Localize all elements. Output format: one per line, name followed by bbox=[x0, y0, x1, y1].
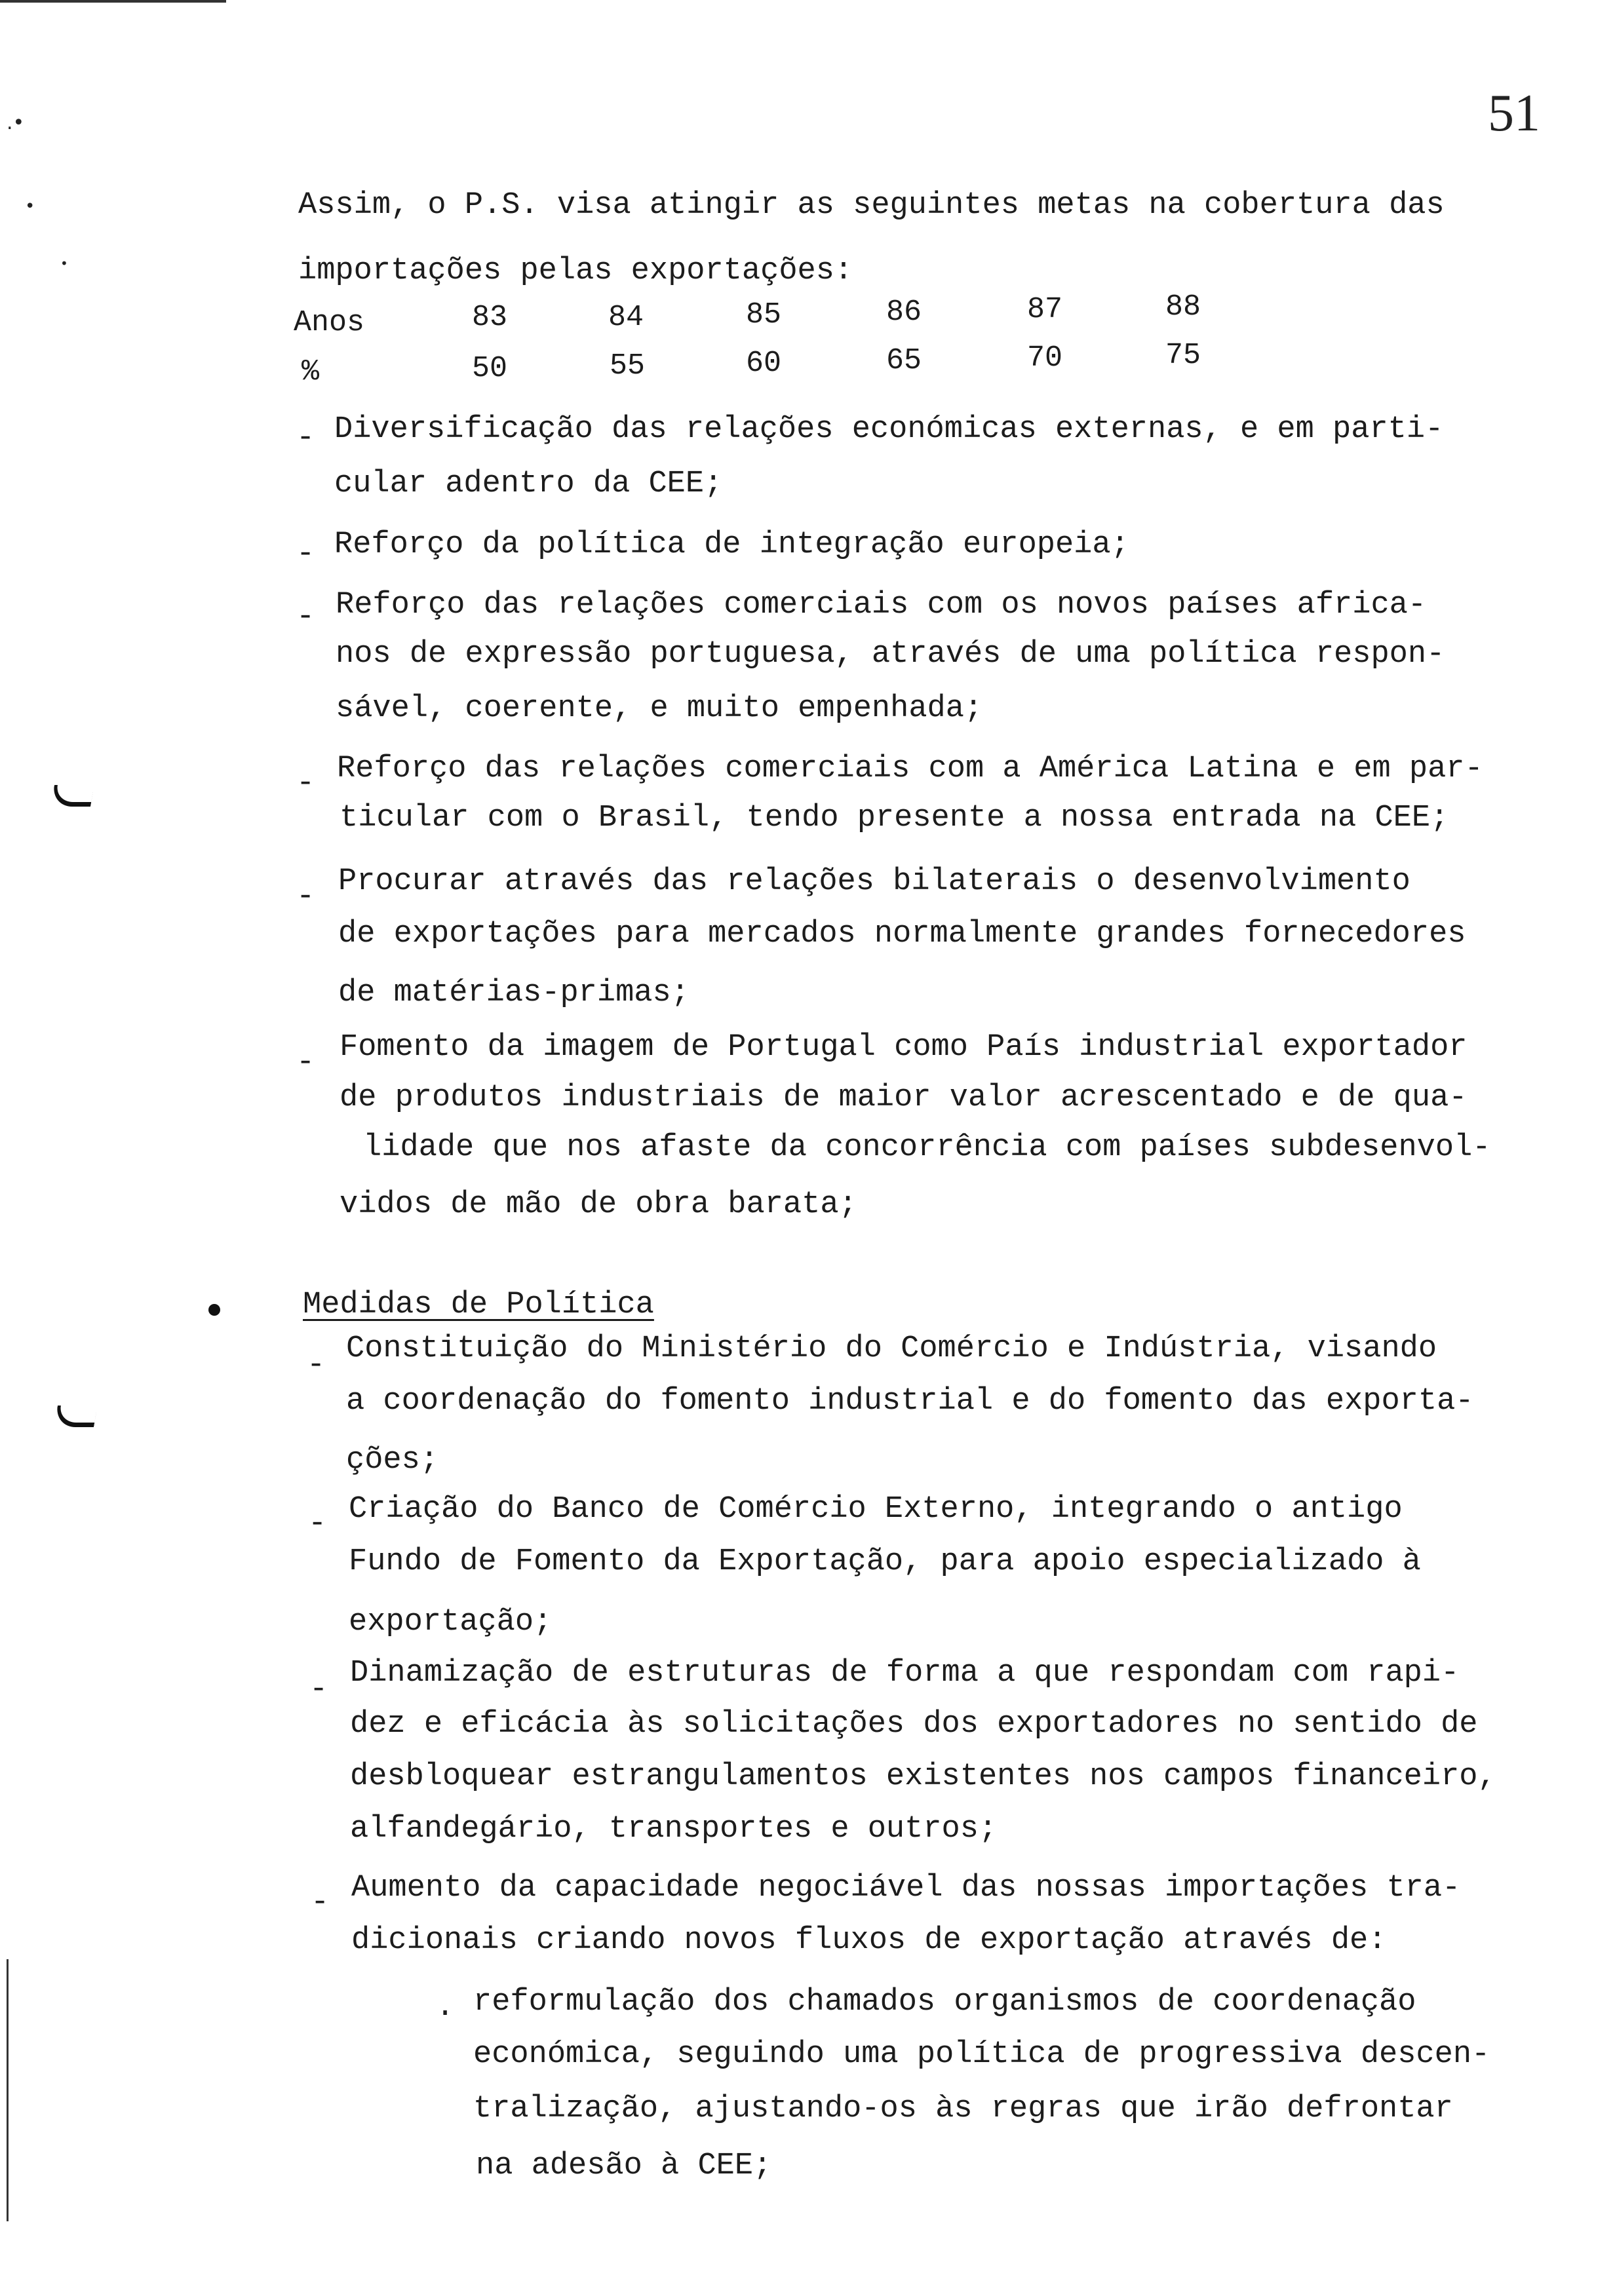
list-dash: - bbox=[296, 600, 315, 634]
objective-line: Reforço das relações comerciais com a América Latina e em par- bbox=[337, 752, 1483, 786]
measure-line: a coordenação do fomento industrial e do fomento das exporta- bbox=[346, 1384, 1474, 1419]
scan-margin-rule bbox=[7, 1959, 9, 2221]
table-cell-percent: 55 bbox=[610, 349, 646, 383]
measure-line: alfandegário, transportes e outros; bbox=[350, 1812, 998, 1846]
table-row-label-percent: % bbox=[302, 355, 320, 389]
objective-line: Diversificação das relações económicas externas, e em parti- bbox=[334, 412, 1444, 447]
objective-line: vidos de mão de obra barata; bbox=[340, 1187, 857, 1222]
table-cell-percent: 50 bbox=[472, 352, 508, 385]
objective-line: de exportações para mercados normalmente grandes fornecedores bbox=[338, 917, 1466, 951]
objective-line: Procurar através das relações bilaterais o desenvolvimento bbox=[338, 864, 1411, 899]
list-dash: - bbox=[308, 1506, 327, 1541]
objective-line: cular adentro da CEE; bbox=[334, 467, 723, 501]
list-dash: - bbox=[296, 537, 315, 571]
list-dash: - bbox=[296, 1045, 315, 1080]
section-heading: Medidas de Política bbox=[303, 1288, 654, 1322]
table-cell-year: 84 bbox=[608, 301, 644, 334]
measure-line: ções; bbox=[346, 1443, 439, 1478]
list-dash: - bbox=[311, 1885, 330, 1920]
scan-speck: • bbox=[25, 197, 35, 216]
list-dash: - bbox=[296, 421, 315, 455]
measure-line: exportação; bbox=[349, 1605, 553, 1639]
list-dash: - bbox=[296, 879, 315, 914]
sub-measure-line: tralização, ajustando-os às regras que irão defrontar bbox=[473, 2092, 1453, 2126]
table-cell-year: 86 bbox=[886, 296, 922, 329]
margin-check-mark bbox=[54, 1406, 98, 1427]
objective-line: Reforço da política de integração europeia; bbox=[334, 527, 1129, 562]
objective-line: Fomento da imagem de Portugal como País industrial exportador bbox=[340, 1030, 1468, 1065]
table-cell-percent: 65 bbox=[886, 344, 922, 377]
table-cell-percent: 75 bbox=[1165, 339, 1201, 372]
scan-speck: • bbox=[60, 256, 68, 271]
objective-line: Reforço das relações comerciais com os novos países africa- bbox=[336, 588, 1427, 622]
objective-line: ticular com o Brasil, tendo presente a nossa entrada na CEE; bbox=[340, 801, 1449, 835]
margin-check-mark bbox=[50, 785, 94, 807]
page-number: 51 bbox=[1488, 85, 1540, 142]
table-cell-year: 88 bbox=[1165, 290, 1201, 324]
table-row-label-years: Anos bbox=[294, 306, 365, 339]
measure-line: desbloquear estrangulamentos existentes nos campos financeiro, bbox=[350, 1759, 1496, 1794]
table-cell-year: 83 bbox=[472, 301, 508, 334]
objective-line: sável, coerente, e muito empenhada; bbox=[336, 691, 983, 726]
measure-line: Constituição do Ministério do Comércio e Indústria, visando bbox=[346, 1331, 1437, 1366]
margin-bullet bbox=[208, 1304, 220, 1316]
sub-measure-line: reformulação dos chamados organismos de coordenação bbox=[473, 1985, 1416, 2019]
list-dash: - bbox=[309, 1672, 328, 1707]
measure-line: Criação do Banco de Comércio Externo, integrando o antigo bbox=[349, 1492, 1403, 1527]
objective-line: lidade que nos afaste da concorrência com países subdesenvol- bbox=[363, 1130, 1491, 1165]
measure-line: Aumento da capacidade negociável das nossas importações tra- bbox=[351, 1871, 1461, 1905]
objective-line: de produtos industriais de maior valor acrescentado e de qua- bbox=[340, 1081, 1468, 1115]
intro-line: Assim, o P.S. visa atingir as seguintes metas na cobertura das bbox=[298, 188, 1445, 223]
objective-line: de matérias-primas; bbox=[338, 976, 690, 1010]
measure-line: dez e eficácia às solicitações dos exportadores no sentido de bbox=[350, 1707, 1478, 1742]
intro-line: importações pelas exportações: bbox=[298, 254, 853, 288]
sub-measure-line: económica, seguindo uma política de progressiva descen- bbox=[473, 2037, 1490, 2072]
table-cell-year: 85 bbox=[746, 298, 782, 332]
scan-speck: .• bbox=[7, 111, 25, 134]
measure-line: dicionais criando novos fluxos de exportação através de: bbox=[351, 1923, 1387, 1958]
measure-line: Dinamização de estruturas de forma a que respondam com rapi- bbox=[350, 1656, 1460, 1691]
list-dash: - bbox=[307, 1348, 326, 1383]
sub-list-marker: . bbox=[436, 1990, 455, 2025]
sub-measure-line: na adesão à CEE; bbox=[476, 2149, 772, 2183]
table-cell-percent: 70 bbox=[1027, 341, 1063, 375]
list-dash: - bbox=[296, 766, 315, 801]
objective-line: nos de expressão portuguesa, através de uma política respon- bbox=[336, 637, 1445, 672]
measure-line: Fundo de Fomento da Exportação, para apoio especializado à bbox=[349, 1544, 1421, 1579]
scan-top-rule bbox=[0, 0, 226, 3]
table-cell-percent: 60 bbox=[746, 347, 782, 380]
table-cell-year: 87 bbox=[1027, 293, 1063, 326]
